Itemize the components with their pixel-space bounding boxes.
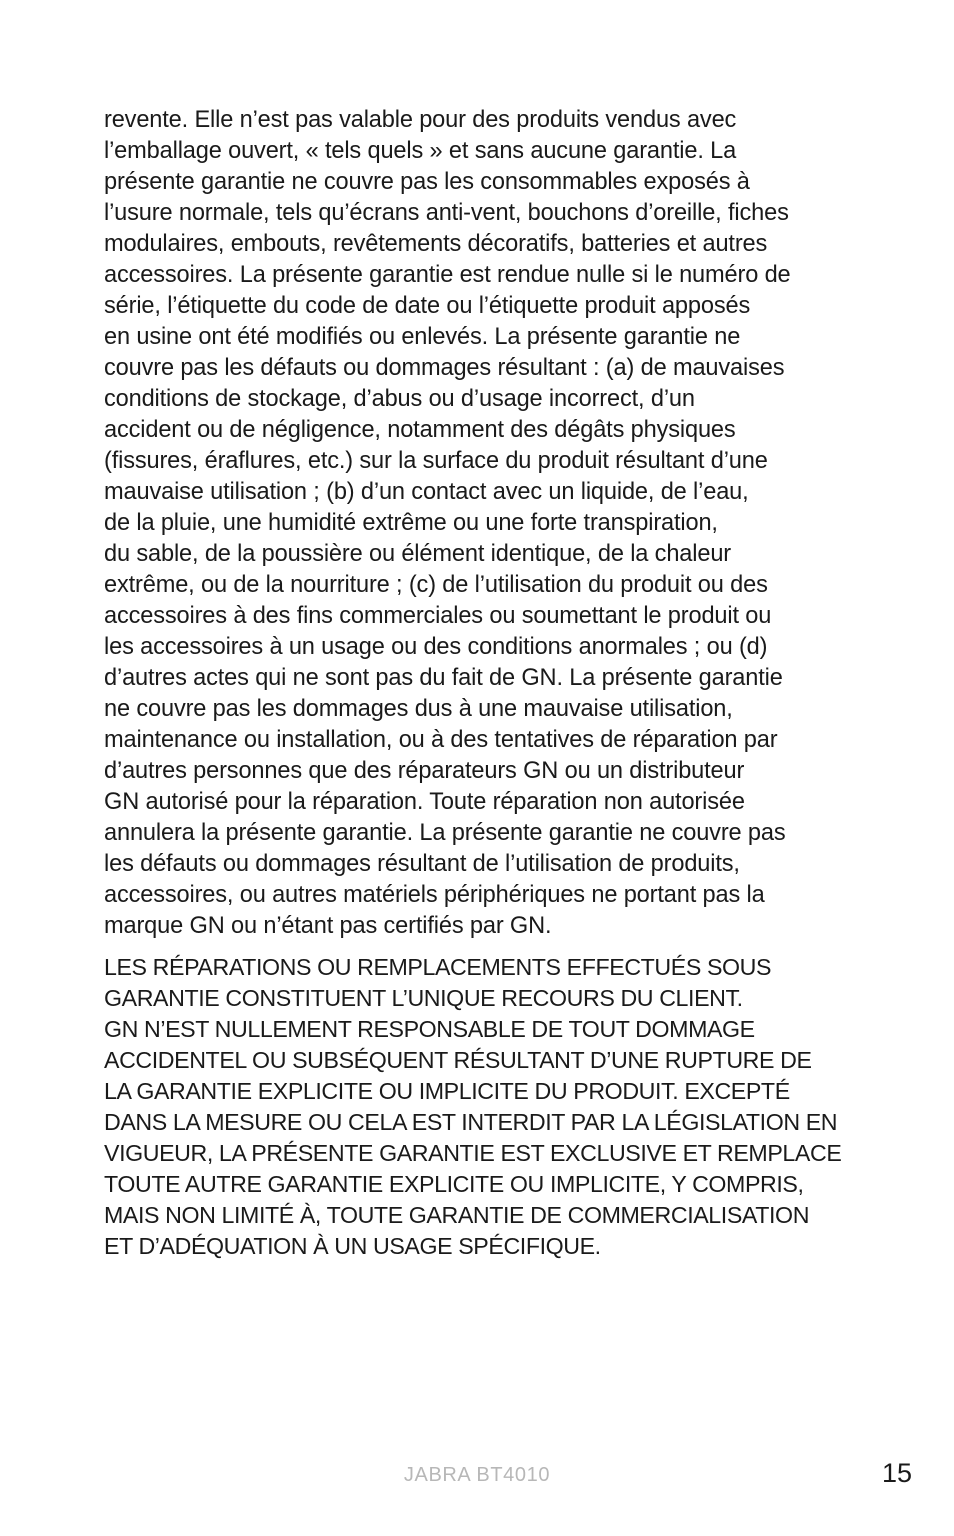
text-line: (fissures, éraflures, etc.) sur la surface du produit résultant d’une xyxy=(104,448,768,474)
text-line: les accessoires à un usage ou des conditions anormales ; ou (d) xyxy=(104,634,768,660)
text-line: DANS LA MESURE OU CELA EST INTERDIT PAR LA LÉGISLATION EN xyxy=(104,1109,838,1135)
text-line: accident ou de négligence, notamment des dégâts physiques xyxy=(104,417,736,443)
text-line: en usine ont été modifiés ou enlevés. La présente garantie ne xyxy=(104,324,741,350)
text-line: modulaires, embouts, revêtements décoratifs, batteries et autres xyxy=(104,231,768,257)
text-line: d’autres personnes que des réparateurs GN ou un distributeur xyxy=(104,758,745,784)
text-line: accessoires, ou autres matériels périphériques ne portant pas la xyxy=(104,882,765,908)
warranty-paragraph xyxy=(104,105,849,942)
text-line: ACCIDENTEL OU SUBSÉQUENT RÉSULTANT D’UNE RUPTURE DE xyxy=(104,1047,812,1073)
text-line: TOUTE AUTRE GARANTIE EXPLICITE OU IMPLICITE, Y COMPRIS, xyxy=(104,1171,804,1197)
text-line: VIGUEUR, LA PRÉSENTE GARANTIE EST EXCLUSIVE ET REMPLACE xyxy=(104,1140,842,1166)
text-line: l’usure normale, tels qu’écrans anti-vent, bouchons d’oreille, fiches xyxy=(104,200,789,226)
document-body xyxy=(104,105,849,1262)
page-number: 15 xyxy=(881,1458,912,1488)
text-line: accessoires. La présente garantie est rendue nulle si le numéro de xyxy=(104,262,791,288)
text-line: accessoires à des fins commerciales ou soumettant le produit ou xyxy=(104,603,772,629)
text-line: l’emballage ouvert, « tels quels » et sans aucune garantie. La xyxy=(104,138,737,164)
text-line: LES RÉPARATIONS OU REMPLACEMENTS EFFECTUÉS SOUS xyxy=(104,954,772,980)
text-line: GARANTIE CONSTITUENT L’UNIQUE RECOURS DU CLIENT. xyxy=(104,985,743,1011)
text-line: mauvaise utilisation ; (b) d’un contact avec un liquide, de l’eau, xyxy=(104,479,749,505)
text-line: conditions de stockage, d’abus ou d’usage incorrect, d’un xyxy=(104,386,695,412)
liability-disclaimer-paragraph xyxy=(104,952,849,1262)
text-line: ne couvre pas les dommages dus à une mauvaise utilisation, xyxy=(104,696,733,722)
text-line: d’autres actes qui ne sont pas du fait de GN. La présente garantie xyxy=(104,665,783,691)
footer-product-label: JABRA BT4010 xyxy=(403,1464,551,1486)
text-line: GN autorisé pour la réparation. Toute réparation non autorisée xyxy=(104,789,745,815)
text-line: annulera la présente garantie. La présente garantie ne couvre pas xyxy=(104,820,786,846)
text-line: MAIS NON LIMITÉ À, TOUTE GARANTIE DE COMMERCIALISATION xyxy=(104,1202,810,1228)
text-line: présente garantie ne couvre pas les consommables exposés à xyxy=(104,169,750,195)
text-line: LA GARANTIE EXPLICITE OU IMPLICITE DU PRODUIT. EXCEPTÉ xyxy=(104,1078,790,1104)
text-line: les défauts ou dommages résultant de l’utilisation de produits, xyxy=(104,851,740,877)
text-line: série, l’étiquette du code de date ou l’étiquette produit apposés xyxy=(104,293,751,319)
text-line: maintenance ou installation, ou à des tentatives de réparation par xyxy=(104,727,778,753)
text-line: de la pluie, une humidité extrême ou une forte transpiration, xyxy=(104,510,718,536)
text-line: revente. Elle n’est pas valable pour des produits vendus avec xyxy=(104,107,737,133)
text-line: du sable, de la poussière ou élément identique, de la chaleur xyxy=(104,541,732,567)
text-line: ET D’ADÉQUATION À UN USAGE SPÉCIFIQUE. xyxy=(104,1233,601,1259)
text-line: GN N’EST NULLEMENT RESPONSABLE DE TOUT DOMMAGE xyxy=(104,1016,755,1042)
text-line: marque GN ou n’étant pas certifiés par GN. xyxy=(104,913,552,939)
text-line: extrême, ou de la nourriture ; (c) de l’utilisation du produit ou des xyxy=(104,572,768,598)
text-line: couvre pas les défauts ou dommages résultant : (a) de mauvaises xyxy=(104,355,785,381)
